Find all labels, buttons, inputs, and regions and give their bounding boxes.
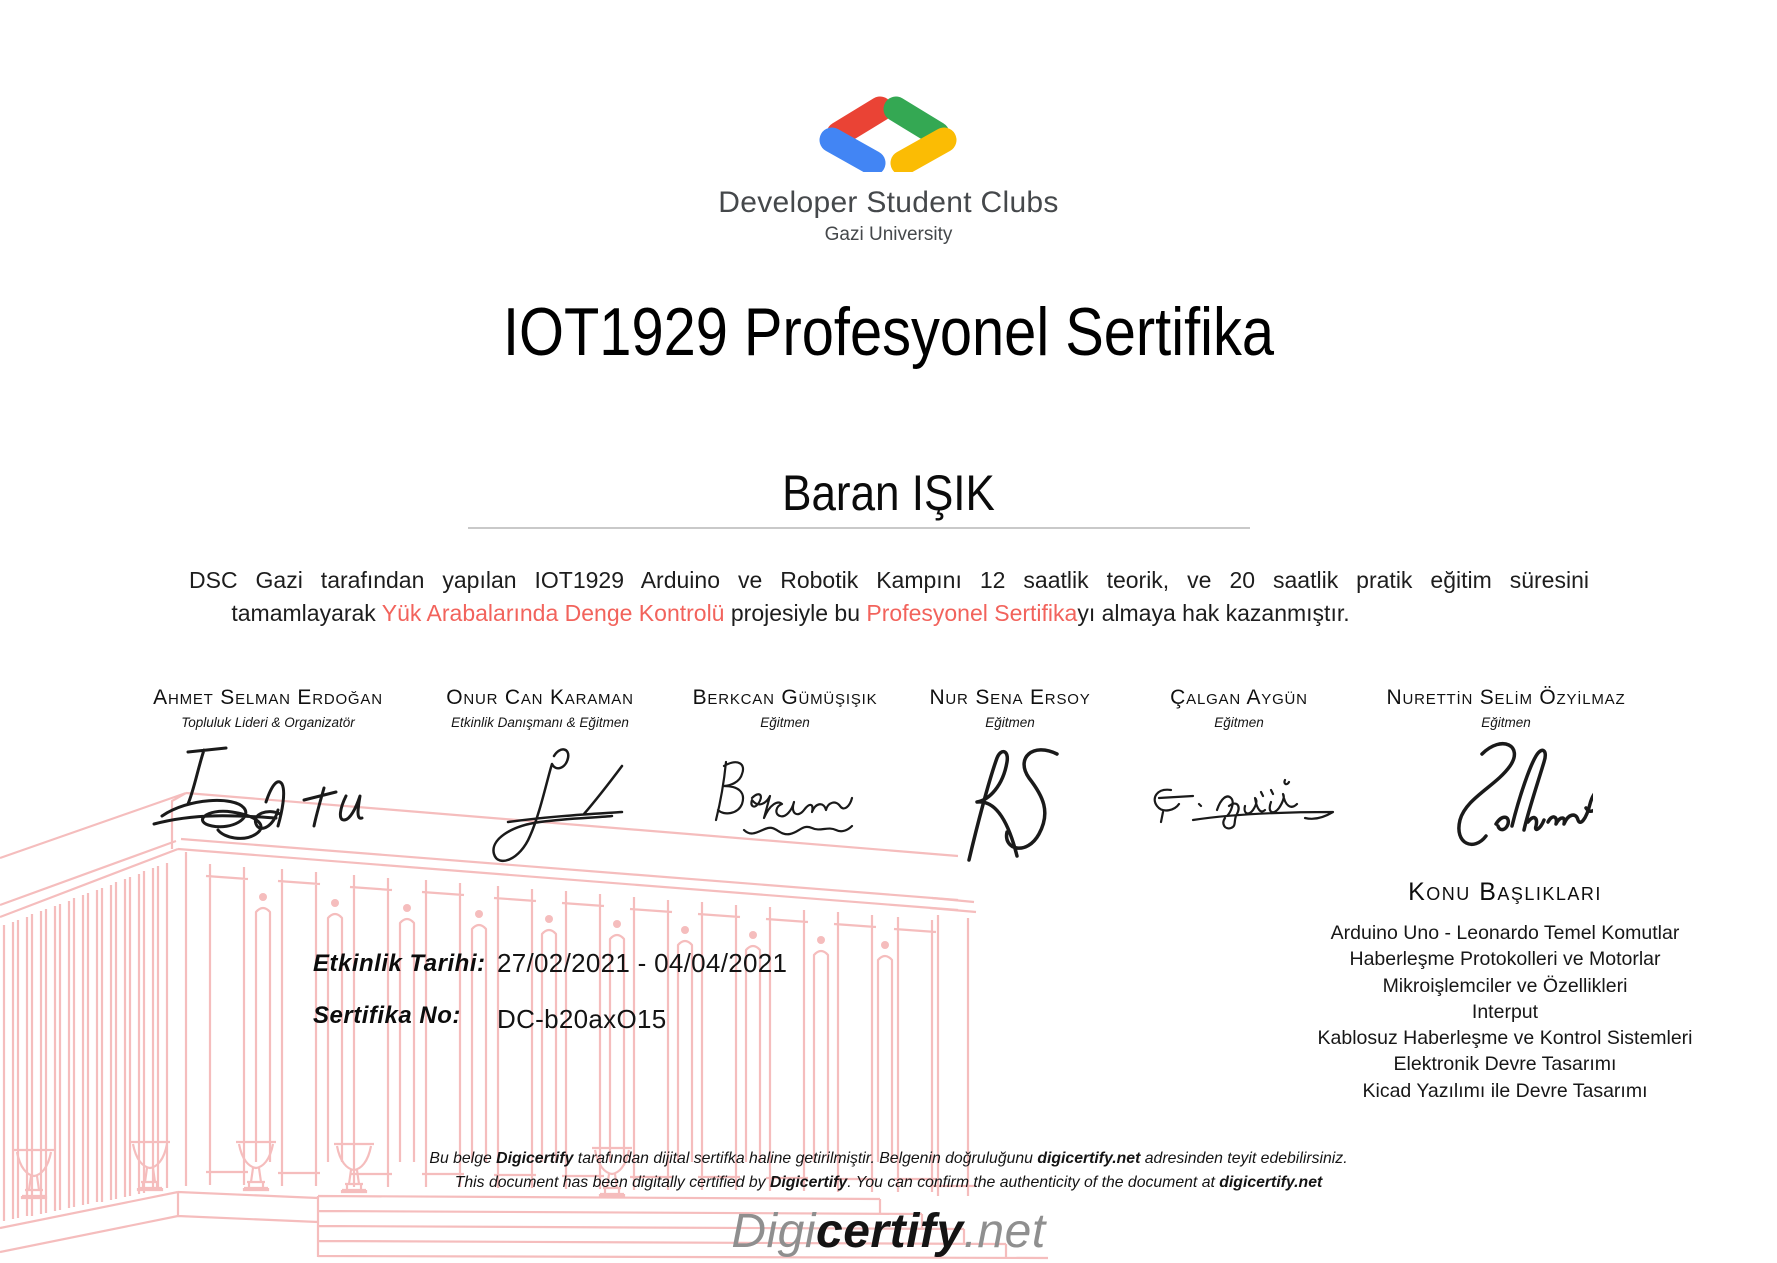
signer-name: Çalgan Aygün	[1170, 686, 1308, 709]
topic-item: Mikroişlemciler ve Özellikleri	[1382, 974, 1628, 997]
signer-role: Eğitmen	[1481, 715, 1531, 730]
logo-chevron-right-green	[896, 109, 937, 134]
certificate-no-value: DC-b20axO15	[497, 1004, 667, 1034]
footer-text: . You can confirm the authenticity of the document at	[847, 1174, 1220, 1191]
body-line2-post: yı almaya hak kazanmıştır.	[1077, 600, 1350, 626]
body-line2-pre: tamamlayarak	[231, 600, 382, 626]
brand-certify: certify	[816, 1205, 964, 1258]
body-line2-mid: projesiyle bu	[724, 600, 867, 626]
dsc-logo-icon	[818, 96, 958, 172]
topics-heading: Konu Başlıkları	[1408, 878, 1602, 906]
recipient-name-underline	[468, 527, 1250, 529]
logo-chevron-left-red	[839, 109, 880, 134]
recipient-name: Baran IŞIK	[782, 465, 995, 521]
brand-digi: Digi	[731, 1205, 817, 1258]
signer-role: Eğitmen	[1214, 715, 1264, 730]
signature-karaman	[462, 738, 627, 868]
body-text-line-2	[0, 599, 1679, 629]
signer-name: Nur Sena Ersoy	[929, 686, 1091, 709]
topic-item: Arduino Uno - Leonardo Temel Komutlar	[1330, 922, 1680, 944]
event-date-value: 27/02/2021 - 04/04/2021	[497, 948, 788, 978]
footer-text: This document has been digitally certified by	[454, 1174, 770, 1191]
certificate-no-label: Sertifika No:	[313, 1002, 461, 1029]
body-text-line-1: DSC Gazi tarafından yapılan IOT1929 Arduino ve Robotik Kampını 12 saatlik teorik, ve 20 saatlik pratik eğitim süresini	[189, 567, 1589, 593]
organization-name: Developer Student Clubs	[718, 186, 1059, 219]
digicertify-logo	[0, 1204, 1777, 1259]
signer-role: Etkinlik Danışmanı & Eğitmen	[451, 715, 629, 730]
footer-text: Bu belge	[429, 1150, 497, 1167]
topic-item: Haberleşme Protokolleri ve Motorlar	[1349, 948, 1661, 971]
topic-item: Elektronik Devre Tasarımı	[1393, 1053, 1617, 1076]
signer-role: Topluluk Lideri & Organizatör	[181, 715, 355, 730]
footer-line-english	[0, 1174, 1777, 1192]
footer-text: adresinden teyit edebilirsiniz.	[1140, 1150, 1348, 1167]
event-date-label: Etkinlik Tarihi:	[313, 950, 486, 977]
signature-ersoy	[945, 738, 1070, 876]
footer-line-turkish	[0, 1150, 1777, 1168]
signature-aygun	[1133, 762, 1345, 840]
footer-url-bold: digicertify.net	[1219, 1174, 1323, 1191]
logo-chevron-right-yellow	[903, 140, 944, 163]
project-name-highlight: Yük Arabalarında Denge Kontrolü	[381, 600, 725, 626]
certificate-title: IOT1929 Profesyonel Sertifika	[502, 294, 1275, 370]
topic-item: Kicad Yazılımı ile Devre Tasarımı	[1362, 1079, 1648, 1102]
signer-name: Ahmet Selman Erdoğan	[153, 686, 383, 709]
signer-name: Berkcan Gümüşışık	[692, 686, 878, 709]
footer-brand-bold: Digicertify	[496, 1150, 574, 1167]
signer-name: Nurettin Selim Özyilmaz	[1386, 686, 1626, 709]
signer-name: Onur Can Karaman	[446, 686, 634, 709]
topic-item: Kablosuz Haberleşme ve Kontrol Sistemleri	[1317, 1027, 1693, 1050]
brand-net: .net	[963, 1205, 1046, 1258]
signature-ozyilmaz	[1418, 728, 1593, 856]
signer-role: Eğitmen	[760, 715, 810, 730]
footer-text: tarafından dijital sertifka haline getirilmiştir. Belgenin doğruluğunu	[573, 1150, 1038, 1167]
logo-chevron-left-blue	[832, 140, 873, 163]
topics-list	[1245, 920, 1765, 1104]
footer-brand-bold: Digicertify	[769, 1174, 848, 1191]
signature-berkcan	[700, 748, 885, 840]
signer-block	[1336, 686, 1676, 730]
signature-erdogan	[148, 738, 398, 856]
organization-subtitle: Gazi University	[824, 224, 953, 245]
certificate-type-highlight: Profesyonel Sertifika	[866, 600, 1078, 626]
signer-role: Eğitmen	[985, 715, 1035, 730]
topic-item: Interput	[1471, 1000, 1539, 1023]
footer-url-bold: digicertify.net	[1037, 1150, 1141, 1167]
